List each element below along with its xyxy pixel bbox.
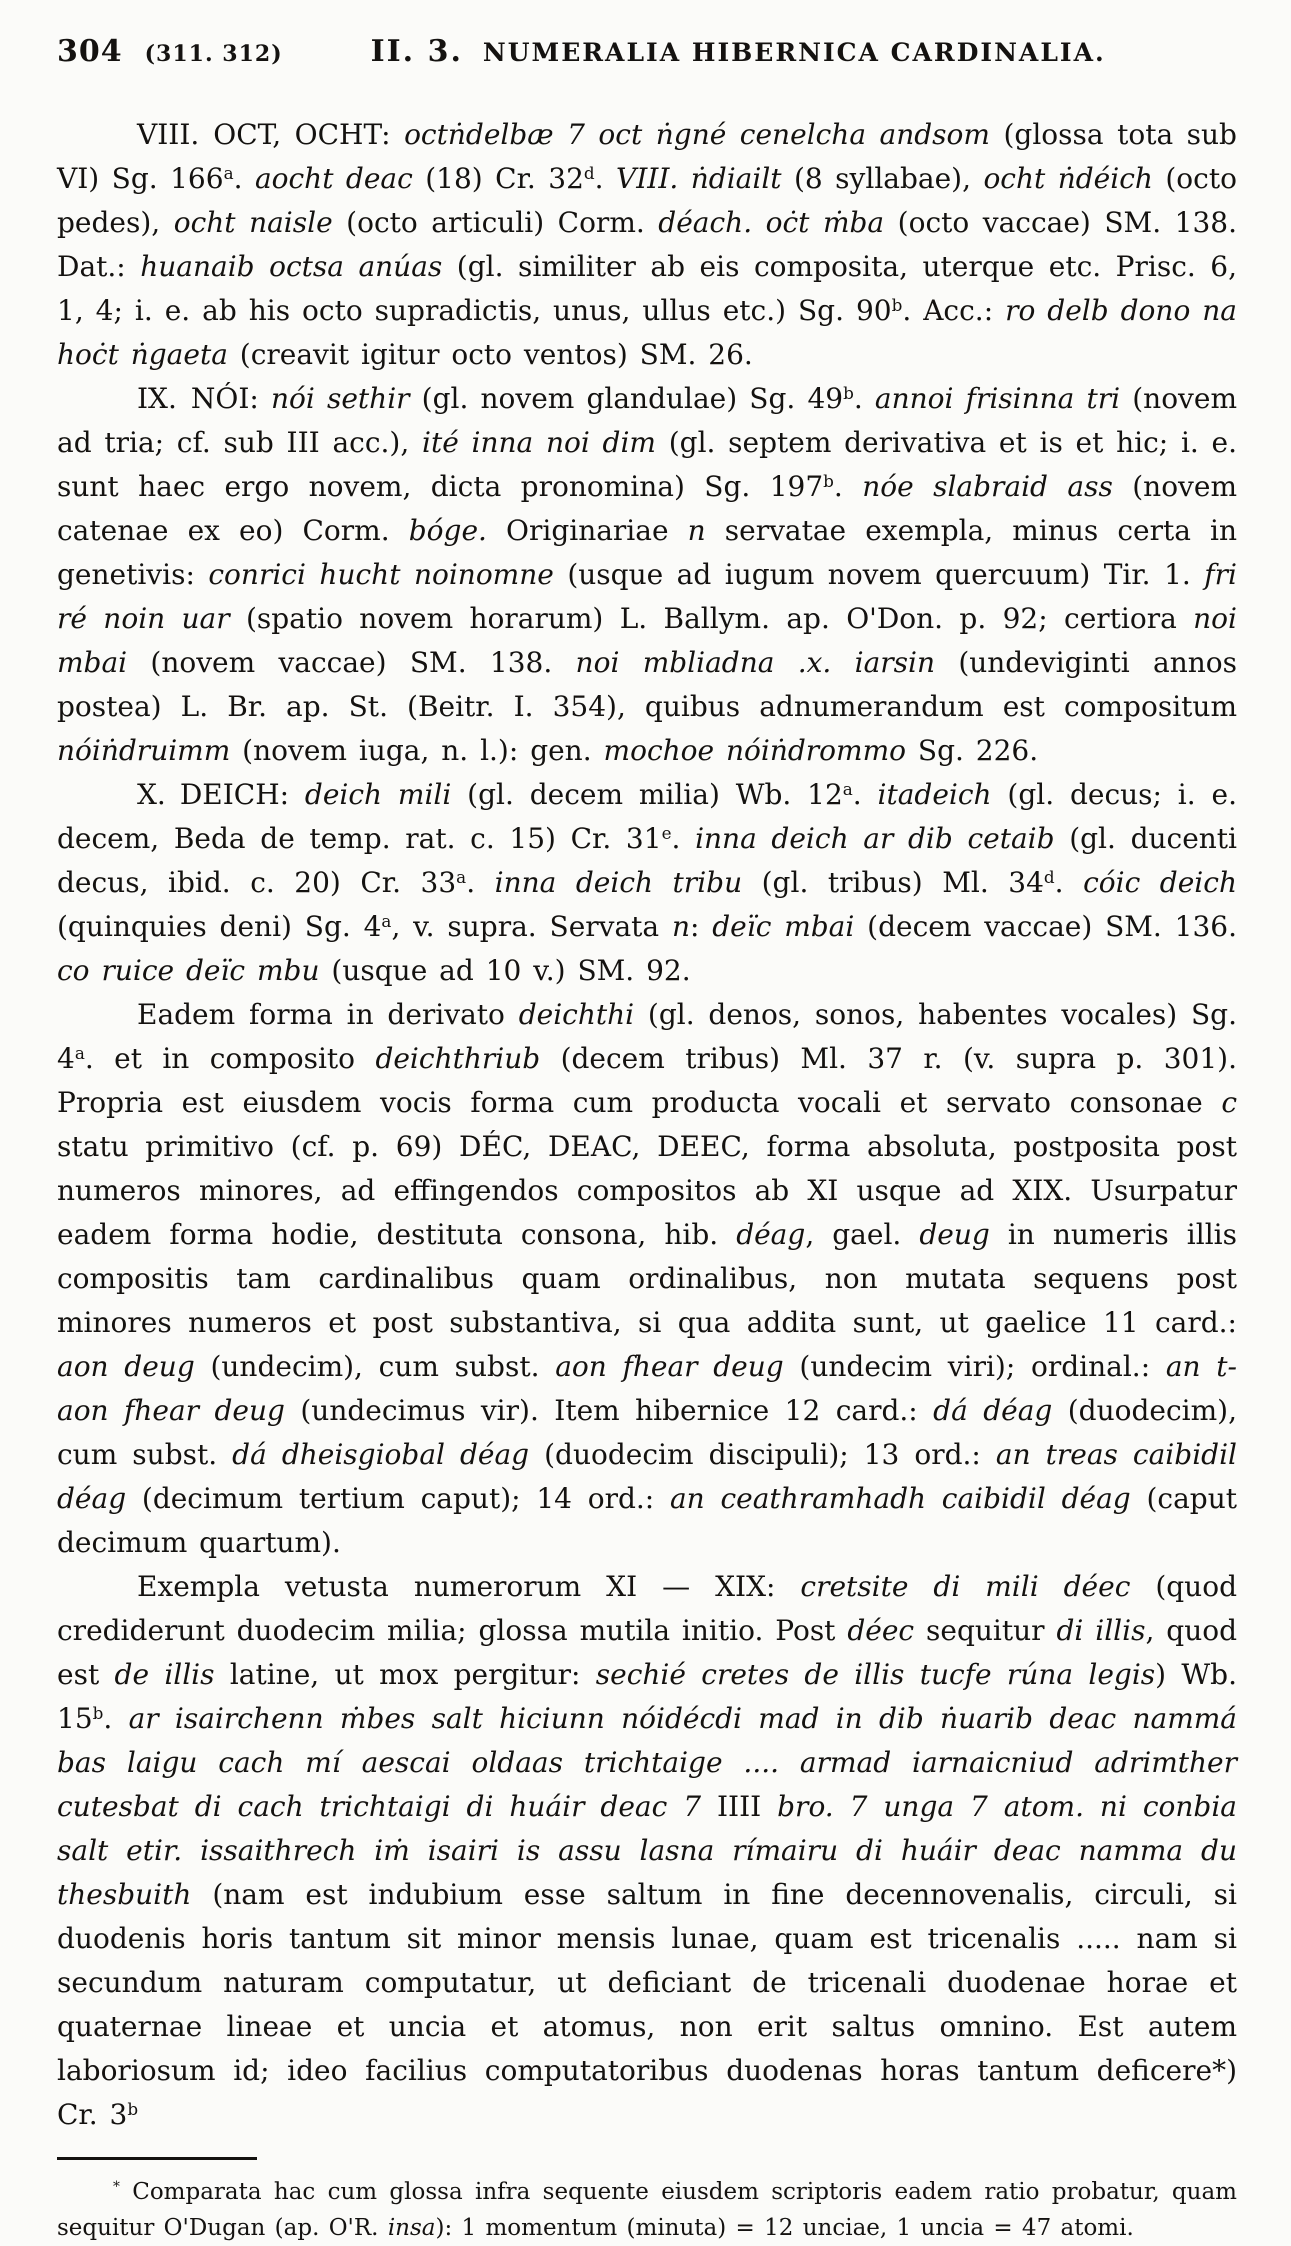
irish-phrase: annoi frisinna tri bbox=[874, 382, 1121, 415]
text-run: . bbox=[233, 162, 255, 195]
text-run: . bbox=[466, 866, 495, 899]
irish-phrase: insa bbox=[387, 2215, 436, 2241]
irish-phrase: bóge. bbox=[408, 514, 487, 547]
superscript-ref: d bbox=[1043, 866, 1055, 887]
text-run: . bbox=[852, 778, 878, 811]
superscript-ref: b bbox=[127, 2098, 139, 2119]
irish-phrase: mochoe nóiṅdrommo bbox=[603, 734, 906, 767]
superscript-ref: b bbox=[891, 294, 903, 315]
irish-phrase: aon deug bbox=[57, 1350, 195, 1383]
irish-phrase: ar isairchenn ṁbes salt hiciunn nóidécdi mad in dib ṅuarib deac nammá bas laigu cach mí aescai oldaas trichtaige .... armad iarnaicniud adrimther cutesbat di cach trichtaigi di huáir deac 7 bbox=[57, 1702, 1237, 1823]
irish-phrase: n bbox=[687, 514, 706, 547]
irish-phrase: noi mbai bbox=[57, 602, 1237, 679]
irish-phrase: huanaib octsa anúas bbox=[140, 250, 443, 283]
text-run: : bbox=[689, 910, 713, 943]
text-run: ): 1 momentum (minuta) = 12 unciae, 1 uncia = 47 atomi. bbox=[435, 2215, 1134, 2241]
text-run: in numeris illis compositis tam cardinalibus quam ordinalibus, non mutata sequens post minores numeros et post substantiva, si qua addita sunt, ut gaelice 11 card.: bbox=[57, 1218, 1237, 1339]
text-run: sequitur bbox=[914, 1614, 1057, 1647]
paragraph-ix-noi bbox=[57, 377, 1237, 773]
irish-phrase: di illis bbox=[1056, 1614, 1146, 1647]
text-run: (undecim viri); ordinal.: bbox=[783, 1350, 1166, 1383]
text-run: (gl. novem glandulae) Sg. 49 bbox=[409, 382, 844, 415]
text-run: (decem tribus) Ml. 37 r. (v. supra p. 301). Propria est eiusdem vocis forma cum producta vocali et servato consonae bbox=[57, 1042, 1237, 1119]
superscript-ref: b bbox=[823, 470, 834, 491]
text-run: (18) Cr. 32 bbox=[412, 162, 584, 195]
irish-phrase: ocht naisle bbox=[173, 206, 333, 239]
text-run: (gl. septem derivativa et is et hic; i. e. sunt haec ergo novem, dicta pronomina) Sg. 197 bbox=[57, 426, 1238, 503]
text-run: (caput decimum quartum). bbox=[57, 1482, 1237, 1559]
text-run: (nam est indubium esse saltum in fine decennovenalis, circuli, si duodenis horis tantum sit minor mensis lunae, quam est tricenalis ..... nam si secundum naturam computatur, ut deficiant de tricenali duodenae horae et quaternae lineae et uncia et atomus, non erit saltus omnino. Est autem laboriosum id; ideo facilius computatoribus duodenas horas tantum deficere*) Cr. 3 bbox=[57, 1878, 1237, 2131]
text-run: IX. NÓI: bbox=[137, 382, 271, 415]
text-run: Comparata hac cum glossa infra sequente eiusdem scriptoris eadem ratio probatur, quam sequitur O'Dugan (ap. O'R. bbox=[57, 2179, 1237, 2241]
superscript-ref: b bbox=[92, 1702, 104, 1723]
text-run: (usque ad 10 v.) SM. 92. bbox=[319, 954, 691, 987]
irish-phrase: cretsite di mili déec bbox=[800, 1570, 1131, 1603]
irish-phrase: dá dheisgiobal déag bbox=[232, 1438, 530, 1471]
text-run: (duodecim), cum subst. bbox=[57, 1394, 1237, 1471]
irish-phrase: deïc mbai bbox=[712, 910, 855, 943]
irish-phrase: déach. bbox=[658, 206, 753, 239]
text-run: ) Wb. 15 bbox=[57, 1658, 1237, 1735]
irish-phrase: nói sethir bbox=[270, 382, 410, 415]
irish-phrase: c bbox=[1221, 1086, 1237, 1119]
text-run: VIII. OCT, OCHT: bbox=[137, 118, 405, 151]
superscript-ref: a bbox=[842, 778, 853, 799]
text-run: , v. supra. Servata bbox=[391, 910, 672, 943]
text-run: servatae exempla, minus certa in genetivis: bbox=[57, 514, 1237, 591]
irish-phrase: de illis bbox=[114, 1658, 215, 1691]
irish-phrase: fri ré noin uar bbox=[57, 558, 1237, 635]
text-run: Exempla vetusta numerorum XI — XIX: bbox=[137, 1570, 801, 1603]
irish-phrase: ité inna noi dim bbox=[422, 426, 656, 459]
irish-phrase: noi mbliadna .x. iarsin bbox=[575, 646, 936, 679]
footnote-paragraph bbox=[57, 2174, 1237, 2246]
text-run bbox=[752, 206, 766, 239]
superscript-ref: b bbox=[843, 382, 854, 403]
text-run: . bbox=[833, 470, 863, 503]
irish-phrase: oċt ṁba bbox=[765, 206, 885, 239]
superscript-ref: e bbox=[661, 822, 672, 843]
irish-phrase: cóic deich bbox=[1083, 866, 1237, 899]
text-run: . bbox=[1054, 866, 1084, 899]
running-title: NUMERALIA HIBERNICA CARDINALIA. bbox=[482, 38, 1106, 67]
irish-phrase: déec bbox=[847, 1614, 915, 1647]
irish-phrase: itadeich bbox=[877, 778, 992, 811]
text-run: (duodecim discipuli); 13 ord.: bbox=[529, 1438, 996, 1471]
text-run: IIII bbox=[716, 1790, 762, 1823]
text-run: (creavit igitur octo ventos) SM. 26. bbox=[227, 338, 753, 371]
text-run: (novem vaccae) SM. 138. bbox=[127, 646, 576, 679]
text-run: (quod crediderunt duodecim milia; glossa mutila initio. Post bbox=[57, 1570, 1237, 1647]
text-run: (octo articuli) Corm. bbox=[332, 206, 659, 239]
text-run: (undecim), cum subst. bbox=[194, 1350, 556, 1383]
text-run: (gl. decus; i. e. decem, Beda de temp. rat. c. 15) Cr. 31 bbox=[57, 778, 1237, 855]
irish-phrase: sechié cretes de illis tucfe rúna legis bbox=[595, 1658, 1156, 1691]
text-run: , quod est bbox=[57, 1614, 1238, 1691]
text-run: (gl. ducenti decus, ibid. c. 20) Cr. 33 bbox=[57, 822, 1238, 899]
paragraph-x-deich bbox=[57, 773, 1237, 993]
superscript-ref: a bbox=[223, 162, 234, 183]
paragraph-exempla-xi-xix bbox=[57, 1565, 1237, 2137]
page-number: 304 bbox=[57, 34, 123, 69]
text-run: (decem vaccae) SM. 136. bbox=[854, 910, 1238, 943]
superscript-ref: d bbox=[583, 162, 595, 183]
irish-phrase: aocht deac bbox=[254, 162, 413, 195]
irish-phrase: deichthi bbox=[518, 998, 635, 1031]
page-body bbox=[57, 113, 1237, 2137]
irish-phrase: déag bbox=[736, 1218, 806, 1251]
irish-phrase: conrici hucht noinomne bbox=[208, 558, 554, 591]
text-run: . bbox=[103, 1702, 129, 1735]
superscript-ref: a bbox=[74, 1042, 85, 1063]
footnote-rule bbox=[57, 2157, 257, 2160]
text-run: (undecimus vir). Item hibernice 12 card.: bbox=[284, 1394, 934, 1427]
text-run: Sg. 226. bbox=[906, 734, 1039, 767]
irish-phrase: n bbox=[671, 910, 690, 943]
text-run: (spatio novem horarum) L. Ballym. ap. O'Don. p. 92; certiora bbox=[229, 602, 1194, 635]
text-run: . et in composito bbox=[84, 1042, 376, 1075]
text-run: . bbox=[671, 822, 696, 855]
text-run: (octo pedes), bbox=[57, 162, 1237, 239]
irish-phrase: an t-aon fhear deug bbox=[57, 1350, 1237, 1427]
text-run: Eadem forma in derivato bbox=[137, 998, 519, 1031]
text-run: (quinquies deni) Sg. 4 bbox=[57, 910, 382, 943]
paragraph-deichthi-derivato bbox=[57, 993, 1237, 1565]
text-run: . Acc.: bbox=[902, 294, 1006, 327]
text-run: (decimum tertium caput); 14 ord.: bbox=[126, 1482, 670, 1515]
irish-phrase: VIII. ṅdiailt bbox=[616, 162, 782, 195]
text-run: (gl. decem milia) Wb. 12 bbox=[451, 778, 843, 811]
irish-phrase: inna deich ar dib cetaib bbox=[695, 822, 1055, 855]
irish-phrase: deich mili bbox=[304, 778, 452, 811]
text-run: (novem ad tria; cf. sub III acc.), bbox=[57, 382, 1237, 459]
pagination-note: (311. 312) bbox=[144, 41, 283, 67]
irish-phrase: ro delb dono na hoċt ṅgaeta bbox=[57, 294, 1237, 371]
text-run: X. DEICH: bbox=[137, 778, 305, 811]
irish-phrase: bro. 7 unga 7 atom. ni conbia salt etir. issaithrech iṁ isairi is assu lasna rímairu di huáir deac namma du thesbuith bbox=[57, 1790, 1237, 1911]
irish-phrase: dá déag bbox=[933, 1394, 1053, 1427]
superscript-ref: * bbox=[113, 2179, 120, 2196]
text-run: , gael. bbox=[805, 1218, 920, 1251]
page-header bbox=[57, 34, 1237, 69]
superscript-ref: a bbox=[456, 866, 467, 887]
irish-phrase: ocht ṅdéich bbox=[983, 162, 1153, 195]
text-run: . bbox=[853, 382, 875, 415]
text-run: . bbox=[594, 162, 616, 195]
text-run: (gl. similiter ab eis composita, uterque etc. Prisc. 6, 1, 4; i. e. ab his octo supradictis, unus, ullus etc.) Sg. 90 bbox=[57, 250, 1237, 327]
text-run: (glossa tota sub VI) Sg. 166 bbox=[57, 118, 1237, 195]
irish-phrase: inna deich tribu bbox=[494, 866, 743, 899]
text-run: (novem catenae ex eo) Corm. bbox=[57, 470, 1237, 547]
text-run: (octo vaccae) SM. 138. Dat.: bbox=[57, 206, 1237, 283]
irish-phrase: deug bbox=[919, 1218, 990, 1251]
irish-phrase: deichthriub bbox=[375, 1042, 541, 1075]
text-run: Originariae bbox=[486, 514, 688, 547]
irish-phrase: an treas caibidil déag bbox=[57, 1438, 1237, 1515]
irish-phrase: nóe slabraid ass bbox=[862, 470, 1113, 503]
text-run: (usque ad iugum novem quercuum) Tir. 1. bbox=[553, 558, 1205, 591]
text-run: statu primitivo (cf. p. 69) DÉC, DEAC, DEEC, forma absoluta, postposita post numeros minores, ad effingendos compositos ab XI usque ad XIX. Usurpatur eadem forma hodie, destituta consona, hib. bbox=[57, 1130, 1237, 1251]
chapter-label: II. 3. bbox=[370, 34, 463, 69]
irish-phrase: nóiṅdruimm bbox=[57, 734, 231, 767]
text-run: (novem iuga, n. l.): gen. bbox=[230, 734, 604, 767]
irish-phrase: octṅdelbæ 7 oct ṅgné cenelcha andsom bbox=[404, 118, 990, 151]
irish-phrase: co ruice deïc mbu bbox=[57, 954, 320, 987]
superscript-ref: a bbox=[381, 910, 392, 931]
text-run: (8 syllabae), bbox=[781, 162, 984, 195]
irish-phrase: aon fhear deug bbox=[555, 1350, 784, 1383]
irish-phrase: an ceathramhadh caibidil déag bbox=[669, 1482, 1131, 1515]
text-run: latine, ut mox pergitur: bbox=[214, 1658, 596, 1691]
text-run: (gl. tribus) Ml. 34 bbox=[742, 866, 1044, 899]
paragraph-viii-ocht bbox=[57, 113, 1237, 377]
text-run: (gl. denos, sonos, habentes vocales) Sg. 4 bbox=[57, 998, 1238, 1075]
text-run: (undeviginti annos postea) L. Br. ap. St. (Beitr. I. 354), quibus adnumerandum est compositum bbox=[57, 646, 1237, 723]
footnote bbox=[57, 2174, 1237, 2246]
